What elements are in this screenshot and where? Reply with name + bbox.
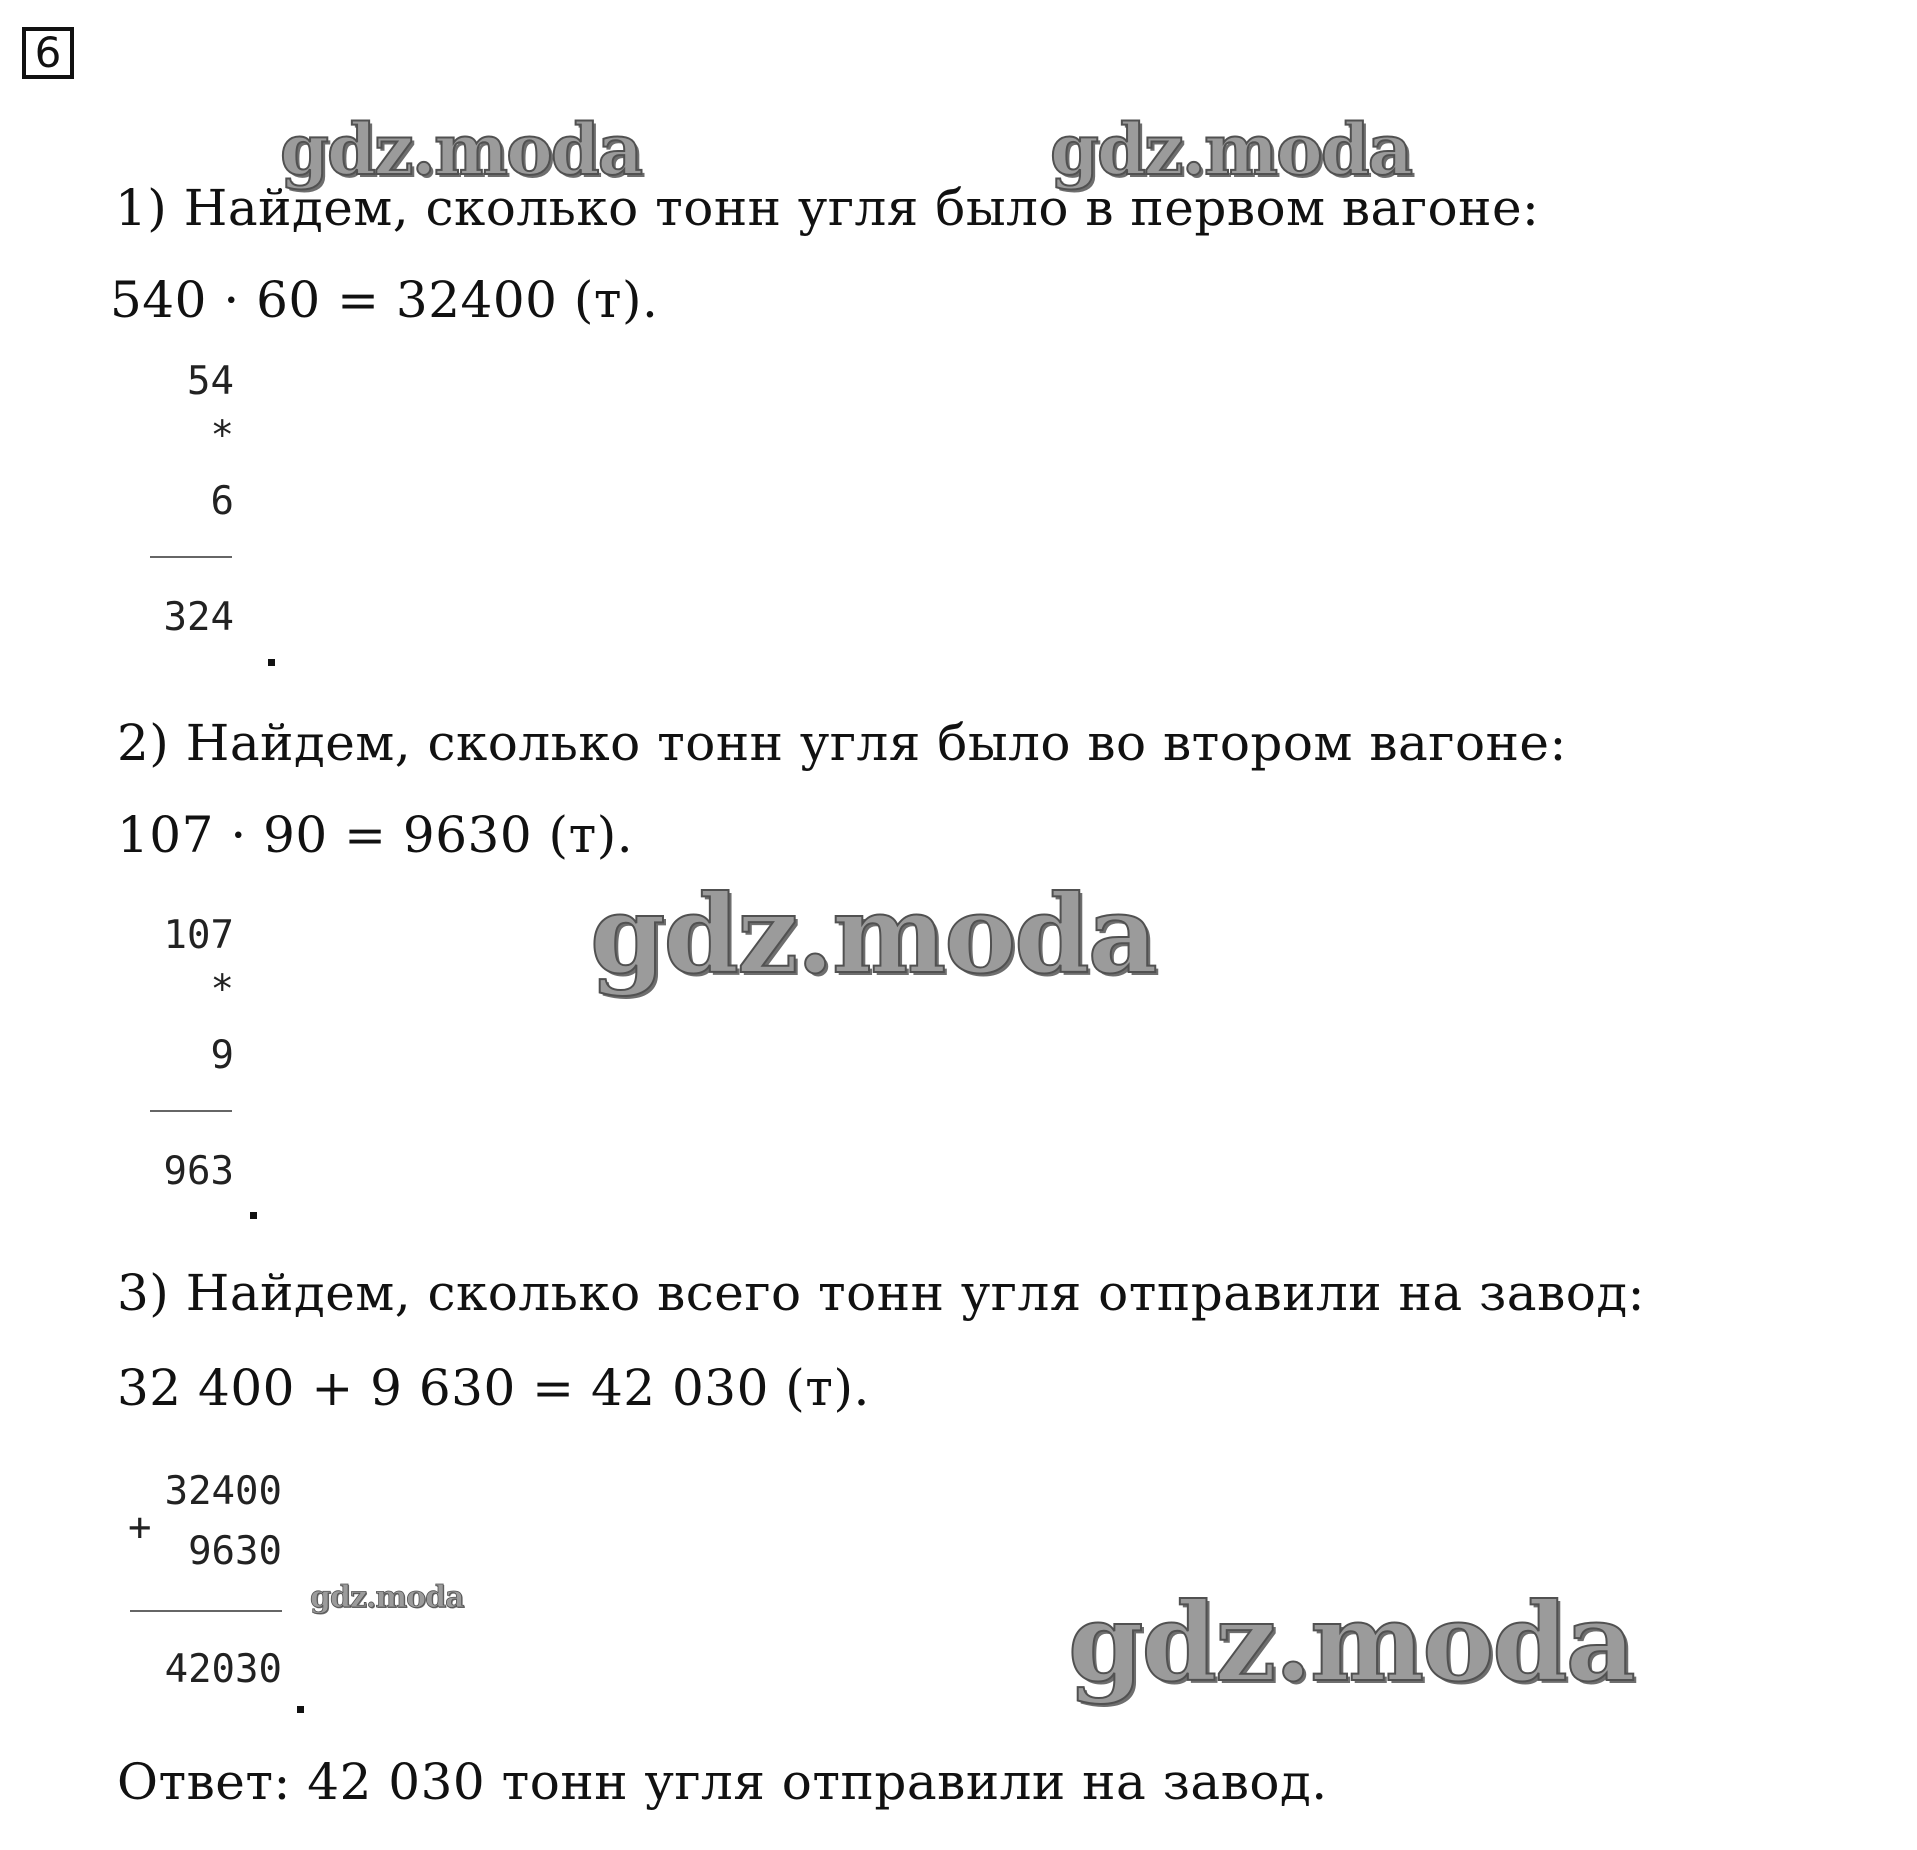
step-2-column-rule — [150, 1110, 232, 1112]
step-1-column-top: 54 — [187, 359, 234, 404]
step-3-heading: 3) Найдем, сколько всего тонн угля отправили на завод: — [117, 1264, 1646, 1322]
step-2-column-top: 107 — [163, 913, 234, 958]
step-2-period — [250, 1212, 257, 1219]
watermark-logo: gdz.moda — [590, 872, 1156, 998]
step-1-column-operator: * — [210, 413, 234, 458]
watermark-logo: gdz.moda — [310, 1580, 464, 1615]
step-2-column-operator: * — [210, 967, 234, 1012]
answer-line: Ответ: 42 030 тонн угля отправили на завод. — [117, 1753, 1328, 1811]
step-1-period — [268, 659, 275, 666]
step-2-column-bottom: 9 — [210, 1033, 234, 1078]
step-3-column-rule — [130, 1610, 282, 1612]
watermark-logo: gdz.moda — [1068, 1580, 1634, 1706]
watermark-logo: gdz.moda — [1050, 108, 1412, 191]
task-number-box: 6 — [22, 27, 74, 79]
step-2-expression: 107 · 90 = 9630 (т). — [117, 806, 634, 864]
step-3-expression: 32 400 + 9 630 = 42 030 (т). — [117, 1359, 870, 1417]
step-1-expression: 540 · 60 = 32400 (т). — [110, 271, 659, 329]
step-3-period — [297, 1706, 304, 1713]
step-3-column-bottom: 9630 — [188, 1529, 282, 1574]
step-2-column-result: 963 — [163, 1149, 234, 1194]
step-1-heading: 1) Найдем, сколько тонн угля было в первом вагоне: — [115, 179, 1540, 237]
step-1-column-rule — [150, 556, 232, 558]
step-2-heading: 2) Найдем, сколько тонн угля было во втором вагоне: — [117, 714, 1567, 772]
step-1-column-bottom: 6 — [210, 479, 234, 524]
watermark-logo: gdz.moda — [280, 108, 642, 191]
step-3-column-operator: + — [128, 1505, 152, 1550]
step-3-column-result: 42030 — [164, 1647, 282, 1692]
step-1-column-result: 324 — [163, 595, 234, 640]
step-3-column-top: 32400 — [164, 1469, 282, 1514]
